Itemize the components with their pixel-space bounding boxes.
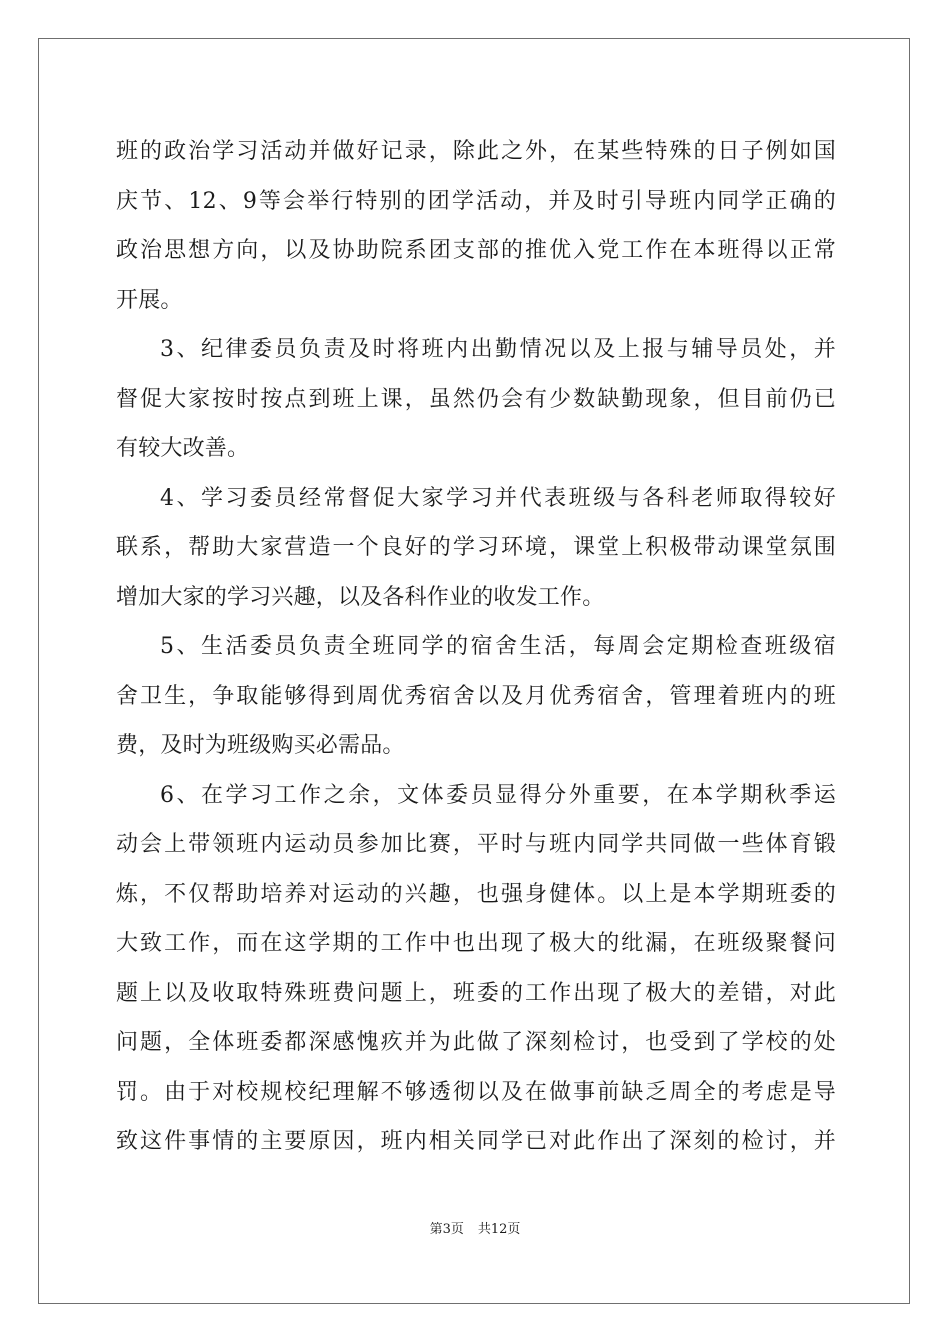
text-line: 罚。由于对校规校纪理解不够透彻以及在做事前缺乏周全的考虑是导 [116, 1079, 836, 1105]
text-line: 增加大家的学习兴趣，以及各科作业的收发工作。 [116, 584, 605, 610]
text-line: 庆节、12、9等会举行特别的团学活动，并及时引导班内同学正确的 [116, 188, 836, 214]
text-line: 6、在学习工作之余，文体委员显得分外重要，在本学期秋季运 [160, 782, 836, 808]
text-line: 3、纪律委员负责及时将班内出勤情况以及上报与辅导员处，并 [160, 337, 836, 362]
text-line: 大致工作，而在这学期的工作中也出现了极大的纰漏，在班级聚餐问 [116, 931, 836, 956]
text-line: 舍卫生，争取能够得到周优秀宿舍以及月优秀宿舍，管理着班内的班 [116, 683, 836, 709]
text-line: 炼，不仅帮助培养对运动的兴趣，也强身健体。以上是本学期班委的 [116, 881, 836, 907]
text-line: 开展。 [116, 287, 183, 313]
text-line: 动会上带领班内运动员参加比赛，平时与班内同学共同做一些体育锻 [116, 832, 836, 857]
page-footer [0, 1218, 950, 1237]
text-line: 有较大改善。 [116, 436, 250, 461]
text-line: 督促大家按时按点到班上课，虽然仍会有少数缺勤现象，但目前仍已 [116, 386, 836, 412]
text-line: 5、生活委员负责全班同学的宿舍生活，每周会定期检查班级宿 [160, 634, 836, 659]
text-line: 费，及时为班级购买必需品。 [116, 733, 405, 758]
page-current-label: 第3页 [429, 1222, 464, 1237]
text-line: 联系，帮助大家营造一个良好的学习环境，课堂上积极带动课堂氛围 [116, 535, 836, 560]
text-line: 4、学习委员经常督促大家学习并代表班级与各科老师取得较好 [160, 485, 836, 511]
text-line: 问题，全体班委都深感愧疚并为此做了深刻检讨，也受到了学校的处 [116, 1030, 836, 1055]
text-line: 政治思想方向，以及协助院系团支部的推优入党工作在本班得以正常 [116, 238, 836, 263]
text-line: 班的政治学习活动并做好记录，除此之外，在某些特殊的日子例如国 [116, 139, 836, 164]
text-line: 致这件事情的主要原因，班内相关同学已对此作出了深刻的检讨，并 [116, 1129, 836, 1154]
page-total-label: 共12页 [477, 1222, 521, 1237]
document-body [116, 127, 836, 1167]
text-line: 题上以及收取特殊班费问题上，班委的工作出现了极大的差错，对此 [116, 980, 836, 1006]
